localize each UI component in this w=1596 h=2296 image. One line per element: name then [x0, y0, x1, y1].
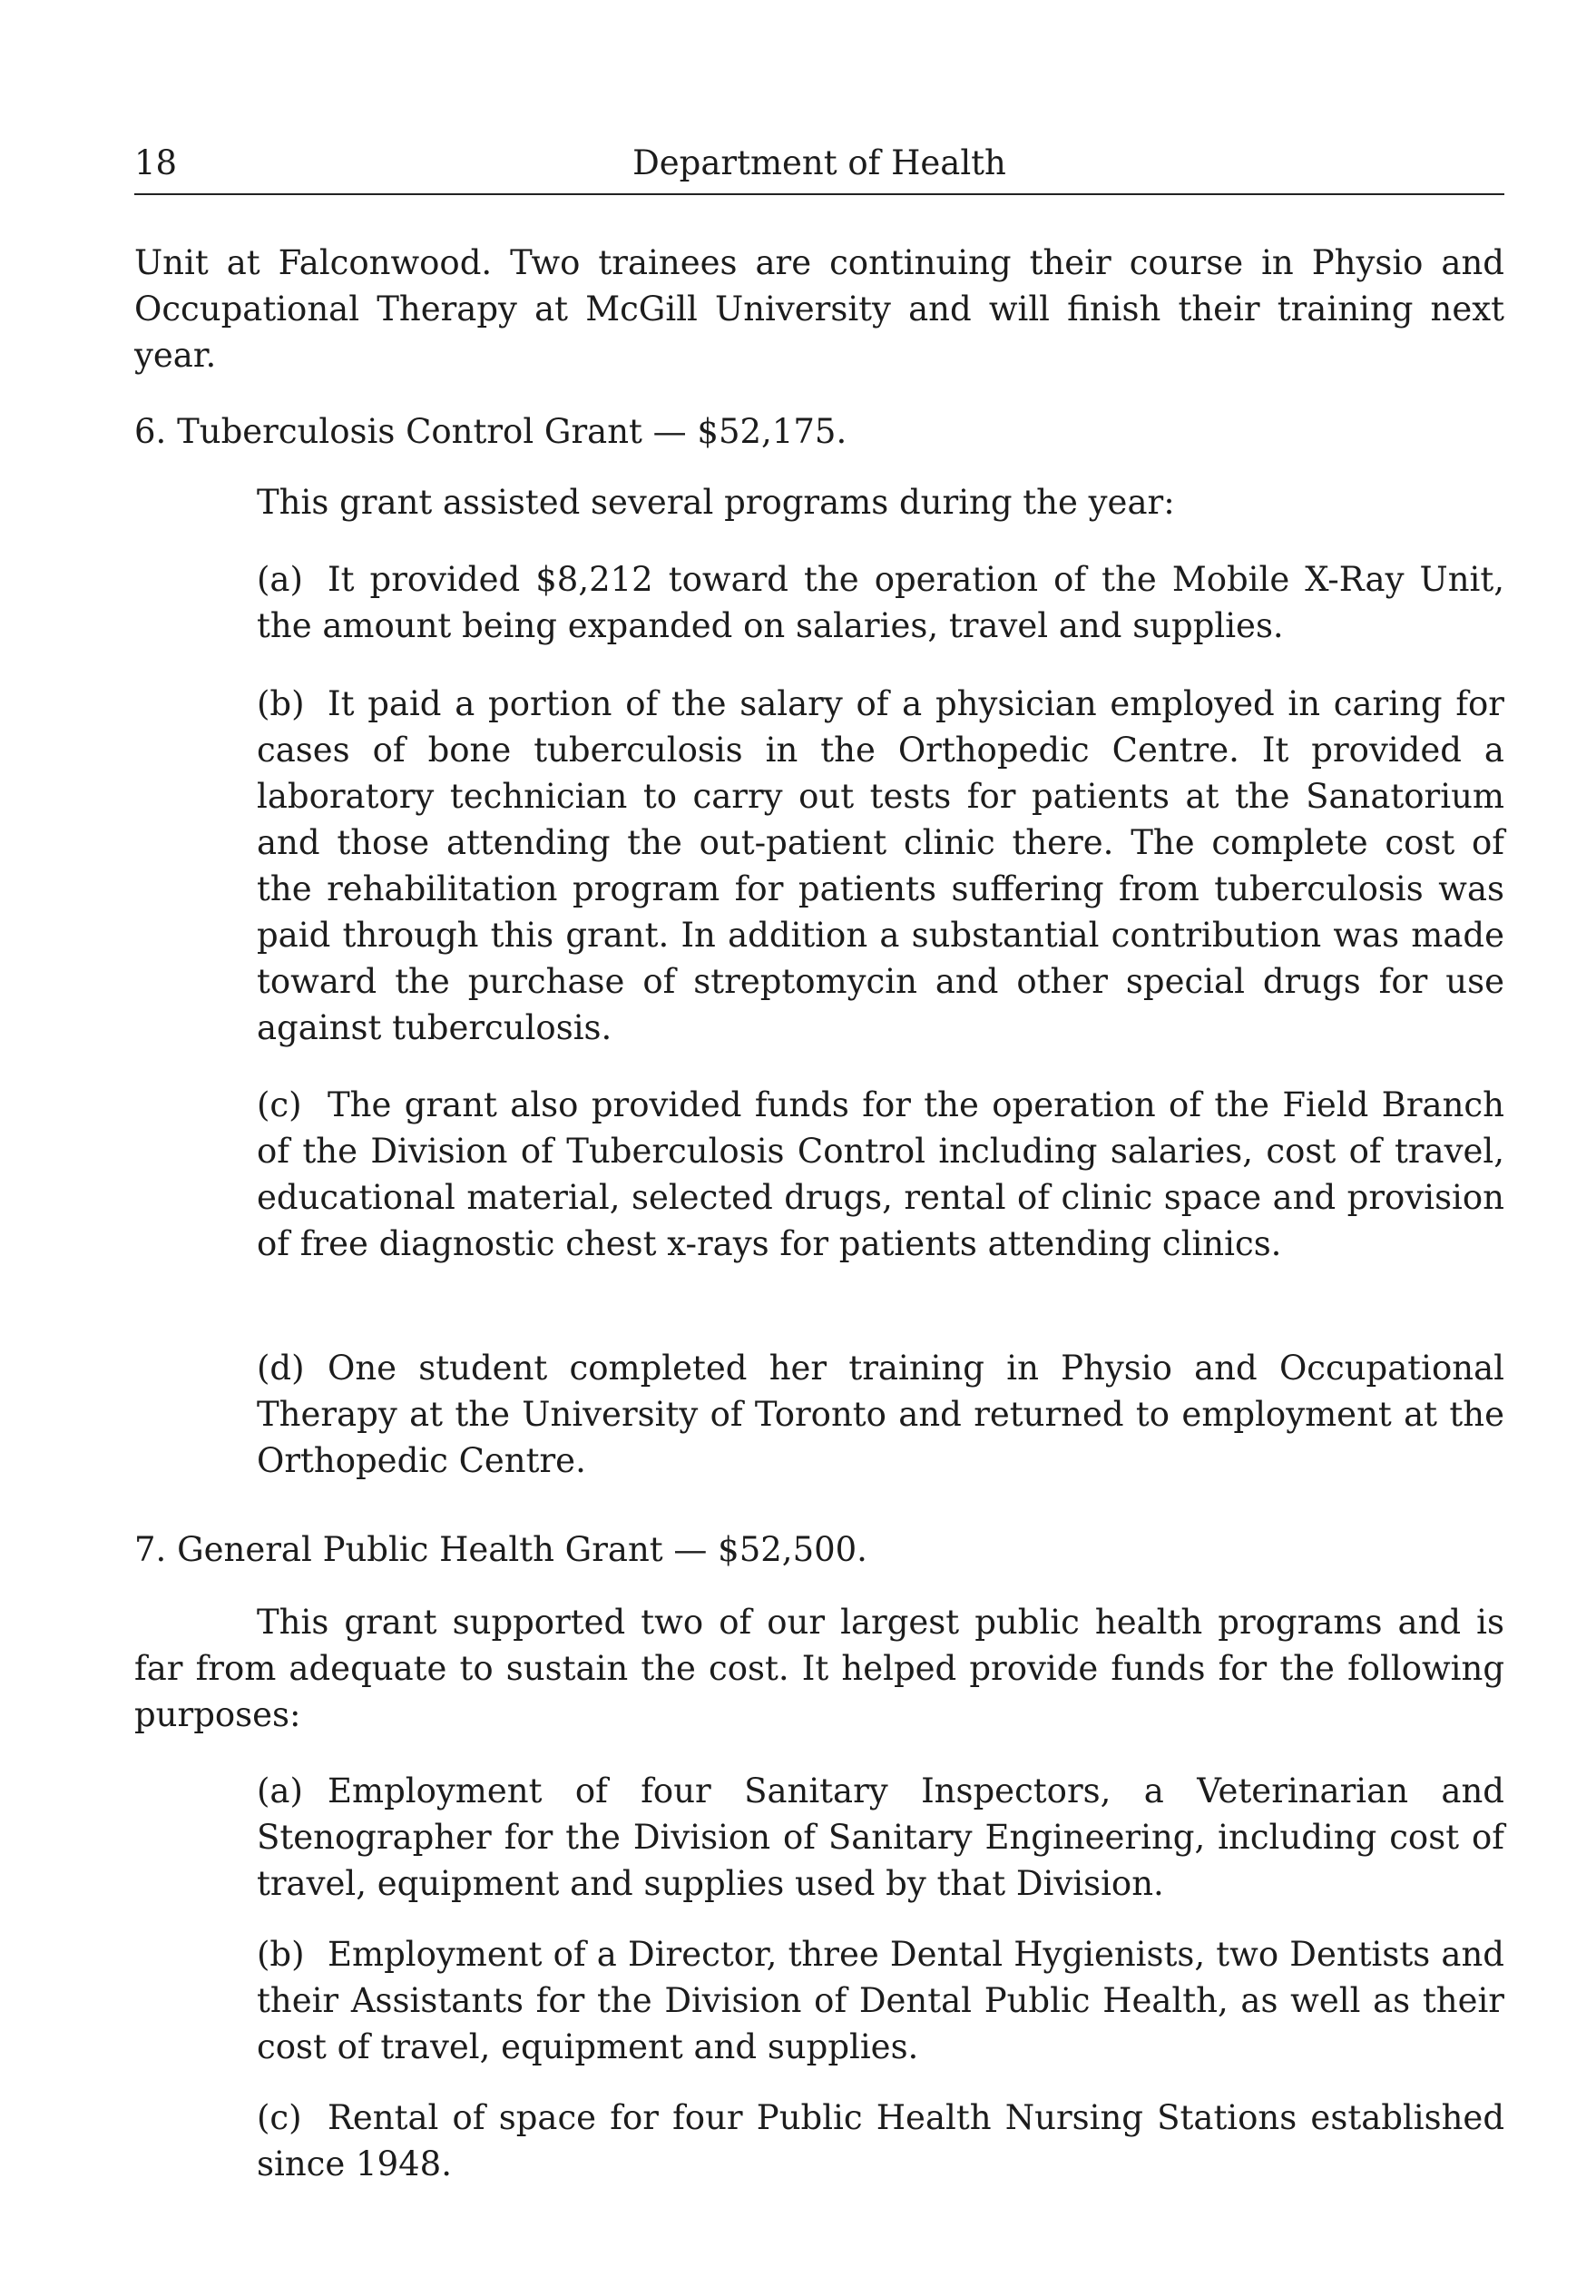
item-text: Employment of a Director, three Dental Hygienists, two Dentists and their Assistants for the Division of Dental Public Health, as well as their cost of travel, equipment and supplies. [257, 1935, 1504, 2066]
item-marker: (d) [257, 1349, 305, 1388]
intro-block [134, 240, 1504, 378]
intro-paragraph: Unit at Falconwood. Two trainees are continuing their course in Physio and Occupational Therapy at McGill University and will finish their training next year. [134, 243, 1504, 375]
item-marker: (a) [257, 560, 303, 599]
running-head: Department of Health [632, 143, 1006, 182]
section6-item-d [257, 1345, 1504, 1484]
item-text: The grant also provided funds for the operation of the Field Branch of the Division of Tuberculosis Control including salaries, cost of travel, educational material, selected drugs, rental of clinic space and provision of free diagnostic chest x-rays for patients attending clinics. [257, 1085, 1504, 1263]
header-rule [134, 193, 1504, 195]
section6-intro-block [257, 479, 1504, 525]
section7-item-b [257, 1931, 1504, 2070]
item-text: Employment of four Sanitary Inspectors, a Veterinarian and Stenographer for the Division of Sanitary Engineering, including cost of travel, equipment and supplies used by that Division. [257, 1771, 1504, 1903]
item-text: It provided $8,212 toward the operation of the Mobile X-Ray Unit, the amount being expanded on salaries, travel and supplies. [257, 560, 1504, 645]
page-number: 18 [134, 143, 178, 182]
item-text: Rental of space for four Public Health Nursing Stations established since 1948. [257, 2098, 1504, 2183]
section7-intro: This grant supported two of our largest public health programs and is far from adequate to sustain the cost. It helped provide funds for the following purposes: [134, 1603, 1504, 1734]
item-marker: (b) [257, 1935, 305, 1974]
section6-item-b [257, 681, 1504, 1051]
item-text: It paid a portion of the salary of a physician employed in caring for cases of bone tuberculosis in the Orthopedic Centre. It provided a laboratory technician to carry out tests for patients at the Sanatorium and those attending the out-patient clinic there. The complete cost of the rehabilitation program for patients suffering from tuberculosis was paid through this grant. In addition a substantial contribution was made toward the purchase of streptomycin and other special drugs for use against tuberculosis. [257, 684, 1504, 1047]
section7-intro-block [134, 1599, 1504, 1738]
section6-intro: This grant assisted several programs during the year: [257, 483, 1175, 522]
item-marker: (b) [257, 684, 305, 723]
section6-heading: 6. Tuberculosis Control Grant — $52,175. [134, 412, 847, 451]
section6-heading-block [134, 408, 1504, 455]
section7-item-a [257, 1768, 1504, 1907]
section7-item-c [257, 2095, 1504, 2187]
item-marker: (c) [257, 2098, 302, 2137]
section7-heading-block [134, 1526, 1504, 1573]
item-marker: (c) [257, 1085, 302, 1124]
section6-item-a [257, 556, 1504, 649]
page-header [134, 136, 1504, 191]
section6-item-c [257, 1082, 1504, 1267]
item-text: One student completed her training in Physio and Occupational Therapy at the University of Toronto and returned to employment at the Orthopedic Centre. [257, 1349, 1504, 1480]
section7-heading: 7. General Public Health Grant — $52,500. [134, 1530, 867, 1569]
item-marker: (a) [257, 1771, 303, 1810]
